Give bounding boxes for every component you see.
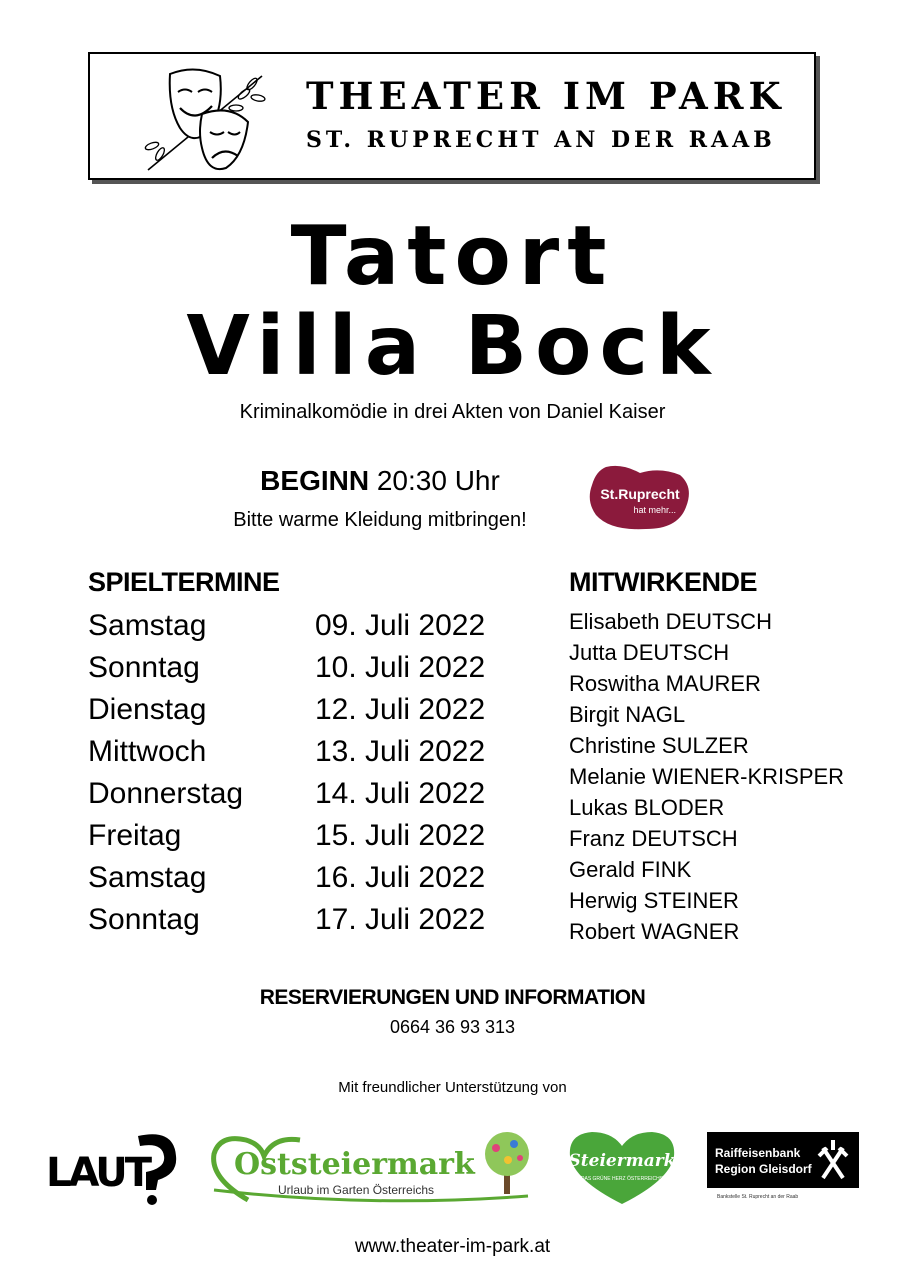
date-day: Samstag bbox=[88, 609, 207, 642]
play-subtitle: Kriminalkomödie in drei Akten von Daniel Kaiser bbox=[239, 401, 666, 423]
raiffeisen-branch: Bankstelle St. Ruprecht an der Raab bbox=[717, 1194, 799, 1200]
cast-member: Franz DEUTSCH bbox=[569, 826, 738, 851]
reservation-phone[interactable]: 0664 36 93 313 bbox=[389, 1017, 516, 1037]
date-value: 14. Juli 2022 bbox=[315, 777, 486, 810]
date-value: 16. Juli 2022 bbox=[315, 861, 486, 894]
cast-member: Roswitha MAURER bbox=[569, 671, 761, 696]
cast-member: Christine SULZER bbox=[569, 733, 749, 758]
oststeiermark-name: Oststeiermark bbox=[234, 1147, 475, 1182]
date-day: Samstag bbox=[88, 861, 207, 894]
date-day: Donnerstag bbox=[88, 777, 244, 810]
raiffeisenbank-logo bbox=[707, 1132, 859, 1202]
start-time bbox=[200, 465, 560, 497]
dates-heading: SPIELTERMINE bbox=[88, 567, 280, 597]
date-value: 10. Juli 2022 bbox=[315, 651, 486, 684]
cast-member: Elisabeth DEUTSCH bbox=[569, 609, 772, 634]
cast-member: Jutta DEUTSCH bbox=[569, 640, 730, 665]
clothing-hint: Bitte warme Kleidung mitbringen! bbox=[233, 509, 527, 531]
date-value: 15. Juli 2022 bbox=[315, 819, 486, 852]
steiermark-tagline: DAS GRÜNE HERZ ÖSTERREICHS bbox=[580, 1176, 664, 1182]
date-row bbox=[88, 773, 508, 815]
reservation-heading: RESERVIERUNGEN UND INFORMATION bbox=[259, 986, 646, 1009]
sponsors-intro: Mit freundlicher Unterstützung von bbox=[338, 1079, 567, 1096]
theater-masks-icon bbox=[140, 62, 270, 174]
date-day: Freitag bbox=[88, 819, 182, 852]
cast-member: Herwig STEINER bbox=[569, 888, 739, 913]
raiffeisen-line1: Raiffeisenbank bbox=[715, 1146, 801, 1160]
cast-list bbox=[569, 606, 869, 947]
date-value: 09. Juli 2022 bbox=[315, 609, 486, 642]
start-time-value: 20:30 Uhr bbox=[376, 465, 500, 496]
date-day: Sonntag bbox=[88, 903, 200, 936]
date-value: 12. Juli 2022 bbox=[315, 693, 486, 726]
st-ruprecht-logo bbox=[588, 463, 692, 531]
dates-list bbox=[88, 605, 508, 941]
laut-logo bbox=[46, 1130, 180, 1206]
theater-header bbox=[88, 52, 816, 180]
date-row bbox=[88, 815, 508, 857]
play-title-line-2: Villa Bock bbox=[186, 299, 719, 394]
date-row bbox=[88, 689, 508, 731]
cast-member: Lukas BLODER bbox=[569, 795, 725, 820]
date-value: 17. Juli 2022 bbox=[315, 903, 486, 936]
date-row bbox=[88, 731, 508, 773]
laut-logo-text: LAUT bbox=[46, 1150, 149, 1196]
date-row bbox=[88, 647, 508, 689]
date-day: Mittwoch bbox=[88, 735, 207, 768]
raiffeisen-line2: Region Gleisdorf bbox=[715, 1162, 812, 1176]
st-ruprecht-tagline: hat mehr... bbox=[633, 505, 676, 515]
date-row bbox=[88, 605, 508, 647]
date-day: Dienstag bbox=[88, 693, 207, 726]
start-label: BEGINN bbox=[260, 465, 370, 496]
theater-location: ST. RUPRECHT AN DER RAAB bbox=[306, 127, 776, 153]
website-link[interactable]: www.theater-im-park.at bbox=[354, 1236, 551, 1257]
cast-member: Gerald FINK bbox=[569, 857, 692, 882]
tree-icon bbox=[485, 1132, 529, 1194]
oststeiermark-tagline: Urlaub im Garten Österreichs bbox=[278, 1183, 435, 1197]
steiermark-name: Steiermark bbox=[568, 1151, 676, 1171]
cast-member: Robert WAGNER bbox=[569, 919, 740, 944]
date-day: Sonntag bbox=[88, 651, 200, 684]
steiermark-logo bbox=[566, 1130, 678, 1206]
cast-member: Birgit NAGL bbox=[569, 702, 686, 727]
st-ruprecht-name: St.Ruprecht bbox=[600, 486, 680, 502]
play-title-line-1: Tatort bbox=[290, 209, 615, 304]
cast-heading: MITWIRKENDE bbox=[569, 567, 757, 597]
play-title bbox=[0, 209, 905, 394]
oststeiermark-logo bbox=[208, 1130, 538, 1208]
date-value: 13. Juli 2022 bbox=[315, 735, 486, 768]
date-row bbox=[88, 899, 508, 941]
date-row bbox=[88, 857, 508, 899]
theater-title: THEATER IM PARK bbox=[306, 74, 786, 118]
cast-member: Melanie WIENER-KRISPER bbox=[569, 764, 845, 789]
